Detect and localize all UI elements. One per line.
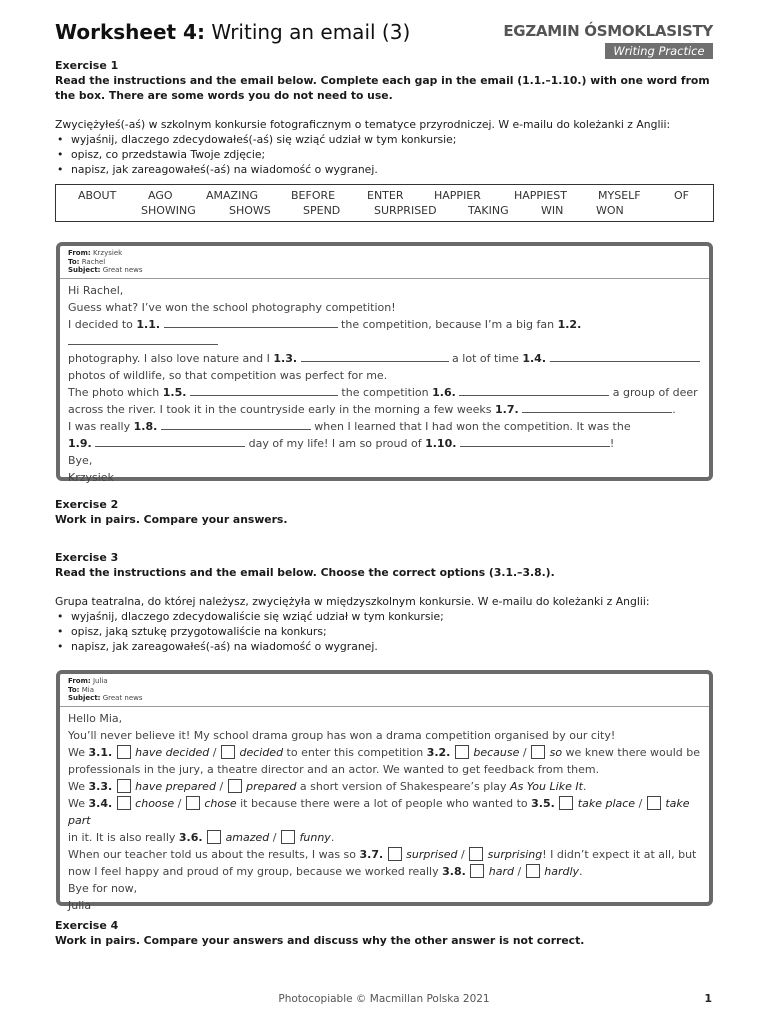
word: SURPRISED xyxy=(374,204,437,217)
option-checkbox[interactable] xyxy=(117,796,131,810)
word: AMAZING xyxy=(206,189,259,202)
option-checkbox[interactable] xyxy=(388,847,402,861)
exercise-3 xyxy=(55,550,715,580)
page-number: 1 xyxy=(704,992,712,1005)
gap-1-1[interactable] xyxy=(164,317,338,328)
word: MYSELF xyxy=(598,189,641,202)
option-checkbox[interactable] xyxy=(186,796,200,810)
exercise-1-task-intro: Zwyciężyłeś(-aś) w szkolnym konkursie fotograficznym o tematyce przyrodniczej. W e-mailu do koleżanki z Anglii: xyxy=(55,118,671,131)
list-item: • wyjaśnij, dlaczego zdecydowaliście się wziąć udział w tym konkursie; xyxy=(55,609,715,624)
email-2-body: Hello Mia, You’ll never believe it! My school drama group has won a drama competition organised by our city! We 3.1. have decided / decided to enter this competition 3.2. because / so we knew there would be professionals in the jury, a theatre director and an actor. We wanted to get feedback from them. We 3.3. have prepared / prepared a short version of Shakespeare’s play As You Like It. We 3.4. choose / chose it because there were a lot of people who wanted to 3.5. take place / take part in it. It is also really 3.6. amazed / funny. When our teacher told us about the results, I was so 3.7. surprised / surprising! I didn’t expect it at all, but now I feel happy and proud of my group, because we worked really 3.8. hard / hardly. Bye for now, Julia xyxy=(68,711,701,912)
exercise-1 xyxy=(55,58,715,103)
list-item: • wyjaśnij, dlaczego zdecydowałeś(-aś) się wziąć udział w tym konkursie; xyxy=(55,132,715,147)
footer-copyright: Photocopiable © Macmillan Polska 2021 xyxy=(278,993,490,1005)
email-1-body: Hi Rachel, Guess what? I’ve won the school photography competition! I decided to 1.1. the competition, because I’m a big fan 1.2. photography. I also love nature and I 1.3. a lot of time 1.4. photos of wildlife, so that competition was perfect for me. The photo which 1.5. the competition 1.6. a group of deer across the river. I took it in the countryside early in the morning a few weeks 1.7. . I was really 1.8. when I learned that I had won the competition. It was the 1.9. day of my life! I am so proud of 1.10. ! Bye, Krzysiek xyxy=(60,279,709,489)
exercise-3-task xyxy=(55,594,715,654)
gap-1-7[interactable] xyxy=(522,402,672,413)
word: TAKING xyxy=(468,204,509,217)
exercise-2 xyxy=(55,497,715,527)
option-checkbox[interactable] xyxy=(469,847,483,861)
exercise-4-title: Exercise 4 xyxy=(55,919,119,932)
option-checkbox[interactable] xyxy=(455,745,469,759)
email-1 xyxy=(56,242,713,484)
exercise-1-task xyxy=(55,117,715,177)
exercise-3-bullets xyxy=(55,609,715,654)
exercise-3-instruction: Read the instructions and the email below. Choose the correct options (3.1.–3.8.). xyxy=(55,566,555,579)
email-to: Mia xyxy=(81,685,94,694)
gap-1-6[interactable] xyxy=(459,385,609,396)
word: AGO xyxy=(148,189,173,202)
option-checkbox[interactable] xyxy=(228,779,242,793)
email-signature: Julia xyxy=(68,898,92,912)
gap-1-8[interactable] xyxy=(161,419,311,430)
exam-brand: EGZAMIN ÓSMOKLASISTY xyxy=(503,22,713,40)
option-checkbox[interactable] xyxy=(221,745,235,759)
exercise-1-title: Exercise 1 xyxy=(55,59,119,72)
option-checkbox[interactable] xyxy=(281,830,295,844)
exercise-2-instruction: Work in pairs. Compare your answers. xyxy=(55,513,288,526)
exercise-4 xyxy=(55,918,715,948)
word: WIN xyxy=(541,204,564,217)
word: ENTER xyxy=(367,189,404,202)
word: WON xyxy=(596,204,624,217)
exercise-3-title: Exercise 3 xyxy=(55,551,119,564)
option-checkbox[interactable] xyxy=(117,745,131,759)
email-to: Rachel xyxy=(81,257,106,266)
word: SHOWS xyxy=(229,204,271,217)
word: SPEND xyxy=(303,204,341,217)
option-checkbox[interactable] xyxy=(207,830,221,844)
option-checkbox[interactable] xyxy=(559,796,573,810)
list-item: • napisz, jak zareagowałeś(-aś) na wiadomość o wygranej. xyxy=(55,162,715,177)
word: ABOUT xyxy=(78,189,117,202)
word: HAPPIEST xyxy=(514,189,567,202)
gap-1-9[interactable] xyxy=(95,436,245,447)
list-item: • opisz, co przedstawia Twoje zdjęcie; xyxy=(55,147,715,162)
option-checkbox[interactable] xyxy=(526,864,540,878)
word-box xyxy=(55,184,714,222)
option-checkbox[interactable] xyxy=(531,745,545,759)
list-item: • napisz, jak zareagowałeś(-aś) na wiadomość o wygranej. xyxy=(55,639,715,654)
exercise-1-instruction: Read the instructions and the email below. Complete each gap in the email (1.1.–1.10.) with one word from the box. There are some words you do not need to use. xyxy=(55,74,710,102)
exercise-3-task-intro: Grupa teatralna, do której należysz, zwyciężyła w międzyszkolnym konkursie. W e-mailu do koleżanki z Anglii: xyxy=(55,595,650,608)
option-checkbox[interactable] xyxy=(470,864,484,878)
exercise-2-title: Exercise 2 xyxy=(55,498,119,511)
gap-1-10[interactable] xyxy=(460,436,610,447)
page-title: Worksheet 4: Writing an email (3) xyxy=(55,20,411,44)
word: OF xyxy=(674,189,689,202)
gap-1-5[interactable] xyxy=(190,385,338,396)
list-item: • opisz, jaką sztukę przygotowaliście na konkurs; xyxy=(55,624,715,639)
email-from: Julia xyxy=(92,677,108,685)
word: HAPPIER xyxy=(434,189,481,202)
email-subject: Great news xyxy=(102,694,143,702)
gap-1-3[interactable] xyxy=(301,351,449,362)
option-checkbox[interactable] xyxy=(117,779,131,793)
email-1-header: From: Krzysiek To: Rachel Subject: Great news xyxy=(60,246,709,279)
option-checkbox[interactable] xyxy=(647,796,661,810)
gap-1-4[interactable] xyxy=(550,351,700,362)
exercise-4-instruction: Work in pairs. Compare your answers and discuss why the other answer is not correct. xyxy=(55,934,585,947)
writing-practice-badge: Writing Practice xyxy=(605,43,713,59)
email-from: Krzysiek xyxy=(92,249,123,257)
word: SHOWING xyxy=(141,204,196,217)
exercise-1-bullets xyxy=(55,132,715,177)
gap-1-2[interactable] xyxy=(68,334,218,345)
word: BEFORE xyxy=(291,189,336,202)
email-2 xyxy=(56,670,713,912)
email-subject: Great news xyxy=(102,266,143,274)
email-2-header: From: Julia To: Mia Subject: Great news xyxy=(60,674,709,707)
email-signature: Krzysiek xyxy=(68,470,114,484)
